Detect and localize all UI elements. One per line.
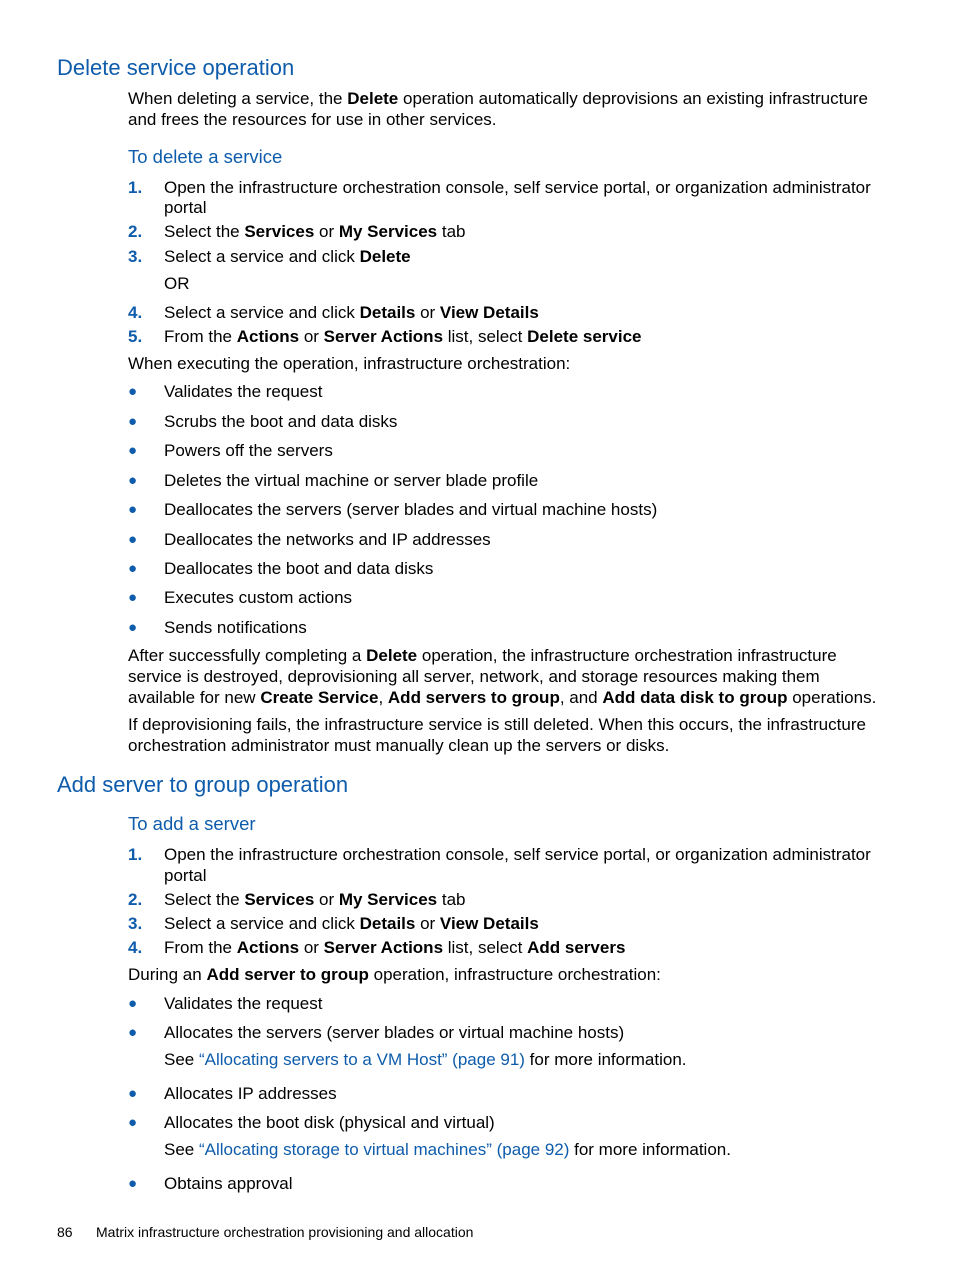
intro-paragraph-line2: and frees the resources for use in other services. [128, 110, 497, 129]
list-item: Deallocates the networks and IP addresses [164, 530, 491, 549]
link-allocating-storage[interactable]: “Allocating storage to virtual machines” (page 92) [198, 1140, 570, 1159]
list-item: Deallocates the servers (server blades and virtual machine hosts) [164, 500, 658, 519]
fail-paragraph-line2: orchestration administrator must manually clean up the servers or disks. [128, 736, 670, 755]
page-number: 86 [57, 1224, 73, 1240]
bullet-icon: ● [128, 995, 138, 1012]
step-text: From the Actions or Server Actions list, select Delete service [164, 327, 642, 346]
list-item: Allocates IP addresses [164, 1084, 337, 1103]
bullet-icon: ● [128, 1114, 138, 1131]
step-text: Open the infrastructure orchestration console, self service portal, or organization administrator [164, 178, 871, 197]
list-item: Obtains approval [164, 1174, 293, 1193]
during-paragraph: During an Add server to group operation, infrastructure orchestration: [128, 965, 661, 984]
after-paragraph-line2: service is destroyed, deprovisioning all server, network, and storage resources making them [128, 667, 820, 686]
step-text: Open the infrastructure orchestration console, self service portal, or organization administrator [164, 845, 871, 864]
list-item: Allocates the servers (server blades or virtual machine hosts) [164, 1023, 625, 1042]
list-item: Sends notifications [164, 618, 307, 637]
step-number: 3. [128, 247, 143, 266]
procedure-heading-add-server: To add a server [128, 813, 256, 834]
bullet-icon: ● [128, 472, 138, 489]
step-number: 2. [128, 890, 143, 909]
step-number: 1. [128, 178, 143, 197]
fail-paragraph-line1: If deprovisioning fails, the infrastructure service is still deleted. When this occurs, the infrastructure [128, 715, 866, 734]
procedure-heading-delete: To delete a service [128, 146, 283, 167]
list-item: Powers off the servers [164, 441, 333, 460]
step-number: 4. [128, 303, 143, 322]
bullet-icon: ● [128, 531, 138, 548]
step-number: 3. [128, 914, 143, 933]
see-also-storage: See “Allocating storage to virtual machines” (page 92) for more information. [164, 1140, 731, 1159]
bullet-icon: ● [128, 1085, 138, 1102]
step-number: 2. [128, 222, 143, 241]
bullet-icon: ● [128, 1175, 138, 1192]
step-number: 4. [128, 938, 143, 957]
bullet-icon: ● [128, 442, 138, 459]
list-item: Allocates the boot disk (physical and virtual) [164, 1113, 495, 1132]
step-number: 5. [128, 327, 143, 346]
bullet-icon: ● [128, 560, 138, 577]
bullet-icon: ● [128, 413, 138, 430]
bullet-icon: ● [128, 501, 138, 518]
list-item: Deletes the virtual machine or server blade profile [164, 471, 539, 490]
section-heading-add-server: Add server to group operation [57, 772, 349, 797]
list-item: Validates the request [164, 382, 323, 401]
step-text: Select a service and click Details or View Details [164, 303, 539, 322]
link-allocating-servers[interactable]: “Allocating servers to a VM Host” (page 91) [198, 1050, 525, 1069]
list-item: Executes custom actions [164, 588, 353, 607]
executing-paragraph: When executing the operation, infrastructure orchestration: [128, 354, 571, 373]
footer-title: Matrix infrastructure orchestration provisioning and allocation [96, 1224, 474, 1240]
after-paragraph-line3: available for new Create Service, Add servers to group, and Add data disk to group operations. [128, 688, 877, 707]
section-heading-delete-service: Delete service operation [57, 55, 295, 80]
bullet-icon: ● [128, 619, 138, 636]
list-item: Scrubs the boot and data disks [164, 412, 398, 431]
step-text-continued: portal [164, 198, 207, 217]
step-text-continued: portal [164, 866, 207, 885]
step-text: Select the Services or My Services tab [164, 890, 466, 909]
step-text: Select a service and click Details or View Details [164, 914, 539, 933]
step-text: Select the Services or My Services tab [164, 222, 466, 241]
list-item: Validates the request [164, 994, 323, 1013]
bullet-icon: ● [128, 383, 138, 400]
see-also-servers: See “Allocating servers to a VM Host” (page 91) for more information. [164, 1050, 687, 1069]
after-paragraph-line1: After successfully completing a Delete operation, the infrastructure orchestration infrastructure [128, 646, 837, 665]
step-or-text: OR [164, 274, 190, 293]
intro-paragraph-line1: When deleting a service, the Delete operation automatically deprovisions an existing infrastructure [128, 89, 868, 108]
step-number: 1. [128, 845, 143, 864]
step-text: From the Actions or Server Actions list, select Add servers [164, 938, 626, 957]
step-text: Select a service and click Delete [164, 247, 411, 266]
list-item: Deallocates the boot and data disks [164, 559, 434, 578]
bullet-icon: ● [128, 1024, 138, 1041]
bullet-icon: ● [128, 589, 138, 606]
